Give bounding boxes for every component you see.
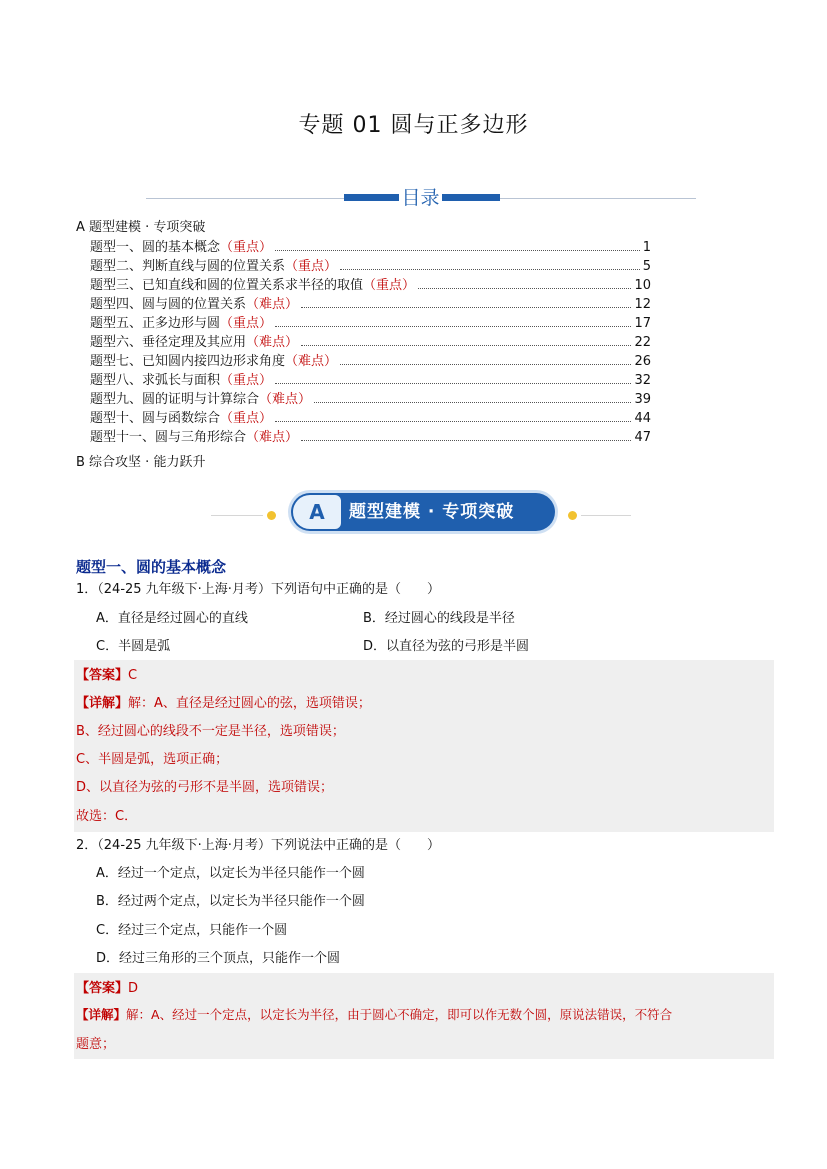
toc-item-label: 题型四、圆与圆的位置关系	[90, 297, 247, 312]
q1-option-b: B．经过圆心的线段是半径	[363, 611, 515, 626]
toc-item[interactable]	[90, 332, 651, 350]
toc-item-tag: （难点）	[285, 354, 338, 369]
toc-item[interactable]	[90, 389, 651, 407]
toc-part-a[interactable]: A 题型建模 · 专项突破	[76, 220, 206, 235]
toc-item-label: 题型五、正多边形与圆	[90, 316, 221, 331]
toc-item-page: 17	[634, 316, 651, 331]
toc-leader	[275, 421, 631, 422]
q1-option-c: C．半圆是弧	[96, 639, 171, 654]
toc-item-tag: （重点）	[363, 278, 416, 293]
toc-header-bar-left	[344, 194, 399, 201]
section-title: 题型一、圆的基本概念	[76, 558, 227, 576]
toc-leader	[340, 269, 640, 270]
toc-item-label: 题型七、已知圆内接四边形求角度	[90, 354, 286, 369]
toc-item[interactable]	[90, 351, 651, 369]
toc-leader	[301, 440, 631, 441]
toc-item-label: 题型二、判断直线与圆的位置关系	[90, 259, 286, 274]
toc-leader	[301, 307, 631, 308]
q1-detail-line: B、经过圆心的线段不一定是半径，选项错误；	[76, 724, 345, 739]
toc-item-page: 39	[634, 392, 651, 407]
toc-leader	[301, 345, 631, 346]
toc-item-label: 题型十一、圆与三角形综合	[90, 430, 247, 445]
banner-line-left	[211, 515, 263, 516]
banner-dot-right	[568, 511, 577, 520]
q2-detail	[76, 1005, 672, 1023]
q2-answer	[76, 977, 138, 996]
q1-detail-line: C、半圆是弧，选项正确；	[76, 752, 229, 767]
q2-option-a: A．经过一个定点，以定长为半径只能作一个圆	[96, 866, 365, 881]
q2-option-c: C．经过三个定点，只能作一个圆	[96, 923, 288, 938]
answer-value: D	[128, 981, 139, 996]
q1-answer-box	[74, 660, 774, 832]
q1-detail-line: D、以直径为弦的弓形不是半圆，选项错误；	[76, 780, 334, 795]
toc-item-page: 44	[634, 411, 651, 426]
q1-detail-line: 故选：C．	[76, 809, 138, 824]
q2-detail-line: 题意；	[76, 1037, 116, 1052]
q2-option-b: B．经过两个定点，以定长为半径只能作一个圆	[96, 894, 365, 909]
toc-heading: 目录	[399, 183, 442, 210]
toc-item-page: 26	[634, 354, 651, 369]
q1-option-d: D．以直径为弦的弓形是半圆	[363, 639, 530, 654]
q2-option-d: D．经过三角形的三个顶点，只能作一个圆	[96, 951, 341, 966]
toc-item-label: 题型八、求弧长与面积	[90, 373, 221, 388]
toc-item-label: 题型一、圆的基本概念	[90, 240, 221, 255]
toc-item-tag: （重点）	[220, 373, 273, 388]
toc-item-page: 47	[634, 430, 651, 445]
toc-header-bar-right	[442, 194, 500, 201]
toc-item[interactable]	[90, 408, 651, 426]
toc-item-page: 22	[634, 335, 651, 350]
toc-item[interactable]	[90, 275, 651, 293]
banner-text: 题型建模 · 专项突破	[349, 502, 515, 522]
toc-item[interactable]	[90, 427, 651, 445]
toc-leader	[275, 383, 631, 384]
toc-leader	[418, 288, 631, 289]
toc-item-tag: （难点）	[246, 297, 299, 312]
toc-item-page: 12	[634, 297, 651, 312]
answer-value: C	[128, 668, 138, 683]
toc-item-page: 32	[634, 373, 651, 388]
detail-text: 解：A、直径是经过圆心的弦，选项错误；	[128, 696, 371, 711]
answer-key: 【答案】	[76, 668, 129, 683]
page-title: 专题 01 圆与正多边形	[298, 113, 529, 138]
detail-key: 【详解】	[76, 1007, 127, 1022]
toc-item[interactable]	[90, 237, 651, 255]
toc-item-tag: （难点）	[246, 335, 299, 350]
banner-badge: A	[293, 495, 341, 529]
banner-line-right	[581, 515, 631, 516]
toc-item-tag: （重点）	[220, 240, 273, 255]
toc-item-tag: （难点）	[259, 392, 312, 407]
banner-pill	[291, 493, 555, 531]
toc-item-label: 题型六、垂径定理及其应用	[90, 335, 247, 350]
q1-answer	[76, 664, 137, 683]
toc-leader	[275, 326, 631, 327]
detail-key: 【详解】	[76, 696, 129, 711]
q2-stem: 2．（24-25 九年级下·上海·月考）下列说法中正确的是（ ）	[76, 838, 440, 853]
banner-dot-left	[267, 511, 276, 520]
toc-item-tag: （重点）	[220, 411, 273, 426]
q1-detail	[76, 692, 371, 711]
toc-item-tag: （重点）	[285, 259, 338, 274]
toc-item[interactable]	[90, 294, 651, 312]
detail-text: 解：A、经过一个定点，以定长为半径，由于圆心不确定，即可以作无数个圆，原说法错误，不符合	[126, 1007, 673, 1022]
toc-item-label: 题型十、圆与函数综合	[90, 411, 221, 426]
toc-item[interactable]	[90, 256, 651, 274]
q1-option-a: A．直径是经过圆心的直线	[96, 611, 248, 626]
q1-stem: 1．（24-25 九年级下·上海·月考）下列语句中正确的是（ ）	[76, 582, 440, 597]
toc-item-label: 题型九、圆的证明与计算综合	[90, 392, 260, 407]
toc-leader	[340, 364, 631, 365]
toc-header	[146, 183, 696, 207]
toc-item-page: 10	[634, 278, 651, 293]
toc-part-b[interactable]: B 综合攻坚 · 能力跃升	[76, 455, 206, 470]
toc-item-page: 1	[642, 240, 651, 255]
toc-leader	[275, 250, 640, 251]
toc-item-tag: （重点）	[220, 316, 273, 331]
section-banner	[211, 493, 631, 533]
toc-item[interactable]	[90, 370, 651, 388]
toc-item-tag: （难点）	[246, 430, 299, 445]
toc-item-label: 题型三、已知直线和圆的位置关系求半径的取值	[90, 278, 364, 293]
toc-item-page: 5	[642, 259, 651, 274]
toc-item[interactable]	[90, 313, 651, 331]
answer-key: 【答案】	[76, 981, 129, 996]
toc-leader	[314, 402, 631, 403]
